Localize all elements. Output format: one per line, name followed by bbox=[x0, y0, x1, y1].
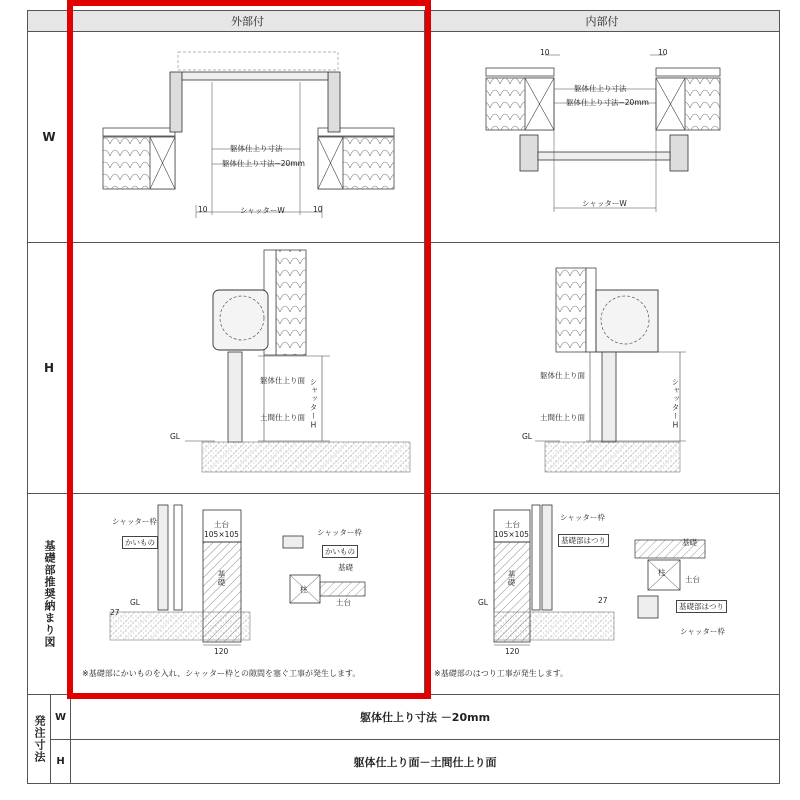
of-gl: GL bbox=[130, 598, 140, 607]
inside-w-plan bbox=[486, 55, 720, 212]
ow-frame-width: 躯体仕上り寸法 bbox=[230, 144, 283, 153]
oh-floor-surface: 土間仕上り面 bbox=[260, 413, 305, 422]
if-gl: GL bbox=[478, 598, 488, 607]
if-shutter-frame: シャッター枠 bbox=[560, 513, 605, 522]
inside-foundation-frame bbox=[542, 505, 552, 610]
ow-ten-left: 10 bbox=[198, 205, 208, 214]
outside-h-guide-rail bbox=[228, 352, 242, 442]
outside-w-right-rail bbox=[328, 72, 340, 132]
if-dim-27: 27 bbox=[598, 596, 608, 605]
order-title: 発注寸法 bbox=[33, 715, 46, 763]
inside-h-guide-rail bbox=[602, 352, 616, 442]
outside-h-wall bbox=[276, 250, 306, 355]
of-detail-foundation: 基礎 bbox=[338, 563, 353, 572]
of-shim: かいもの bbox=[122, 536, 158, 549]
outside-h-section bbox=[185, 250, 410, 472]
of-sill: 土台 bbox=[214, 520, 229, 529]
outside-note: ※基礎部にかいものを入れ、シャッター枠との隙間を塞ぐ工事が発生します。 bbox=[82, 669, 361, 678]
order-h-key-text: H bbox=[56, 756, 65, 767]
of-shutter-frame: シャッター枠 bbox=[112, 517, 157, 526]
iw-shutter-w: シャッターW bbox=[582, 199, 627, 208]
if-sill-size: 105×105 bbox=[494, 530, 529, 539]
ih-shutter-h: シャッターH bbox=[671, 378, 680, 431]
iw-frame-width: 躯体仕上り寸法 bbox=[574, 84, 627, 93]
of-detail-frame: シャッター枠 bbox=[317, 528, 362, 537]
ih-floor-surface: 土間仕上り面 bbox=[540, 413, 585, 422]
header-inside-label: 内部付 bbox=[585, 15, 619, 28]
order-w-value-text: 躯体仕上り寸法 －20mm bbox=[359, 711, 491, 724]
oh-shutter-h: シャッターH bbox=[309, 378, 318, 431]
outside-foundation-frame bbox=[158, 505, 168, 610]
inside-w-shutter-slat bbox=[538, 152, 670, 160]
ih-gl: GL bbox=[522, 432, 532, 441]
of-foundation: 基礎 bbox=[217, 570, 226, 587]
if-dim-120: 120 bbox=[505, 647, 520, 656]
ow-ten-right: 10 bbox=[313, 205, 323, 214]
inside-h-wall bbox=[556, 268, 586, 352]
oh-gl: GL bbox=[170, 432, 180, 441]
inside-w-right-rail bbox=[670, 135, 688, 171]
iw-ten-right: 10 bbox=[658, 48, 668, 57]
inside-note: ※基礎部のはつり工事が発生します。 bbox=[434, 669, 569, 678]
if-sill: 土台 bbox=[505, 520, 520, 529]
of-detail-post: 柱 bbox=[300, 585, 308, 594]
if-detail-sill: 土台 bbox=[685, 575, 700, 584]
of-dim-120: 120 bbox=[214, 647, 229, 656]
row-label-h-text: H bbox=[43, 361, 55, 375]
ih-frame-surface: 躯体仕上り面 bbox=[540, 371, 585, 380]
order-w-key-text: W bbox=[54, 711, 67, 723]
if-chipping: 基礎部はつり bbox=[558, 534, 609, 547]
of-dim-27: 27 bbox=[110, 608, 120, 617]
inside-w-left-rail bbox=[520, 135, 538, 171]
iw-frame-width-minus: 躯体仕上り寸法−20mm bbox=[566, 98, 649, 107]
oh-frame-surface: 躯体仕上り面 bbox=[260, 376, 305, 385]
row-label-foundation-text: 基礎部推奨納まり図 bbox=[43, 540, 56, 648]
iw-ten-left: 10 bbox=[540, 48, 550, 57]
order-h-value-text: 躯体仕上り面－土間仕上り面 bbox=[353, 755, 497, 769]
of-sill-size: 105×105 bbox=[204, 530, 239, 539]
if-foundation: 基礎 bbox=[507, 570, 516, 587]
row-label-w-text: W bbox=[42, 130, 56, 144]
of-detail-shim: かいもの bbox=[322, 545, 358, 558]
if-detail-post: 柱 bbox=[658, 568, 666, 577]
inside-foundation-detail bbox=[494, 505, 705, 645]
outside-w-shutter-slat bbox=[182, 72, 328, 80]
header-outside-label: 外部付 bbox=[231, 15, 264, 28]
of-detail-sill: 土台 bbox=[336, 598, 351, 607]
outside-w-left-rail bbox=[170, 72, 182, 132]
ow-frame-width-minus: 躯体仕上り寸法−20mm bbox=[222, 159, 305, 168]
if-detail-foundation: 基礎 bbox=[682, 538, 697, 547]
outside-h-shutter-box bbox=[213, 290, 268, 350]
if-detail-frame: シャッター枠 bbox=[680, 627, 725, 636]
if-detail-chipping: 基礎部はつり bbox=[676, 600, 727, 613]
ow-shutter-w: シャッターW bbox=[240, 206, 285, 215]
outside-w-plan bbox=[103, 52, 394, 218]
